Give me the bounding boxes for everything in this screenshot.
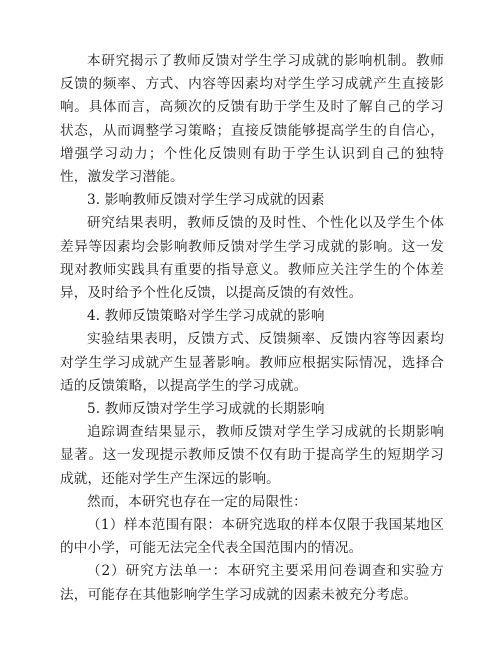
section-heading-5: 5. 教师反馈对学生学习成就的长期影响 bbox=[87, 401, 325, 418]
document-page bbox=[60, 50, 444, 607]
paragraph-mechanism: 本研究揭示了教师反馈对学生学习成就的影响机制。教师反馈的频率、方式、内容等因素均对学生学习成就产生直接影响。具体而言，高频次的反馈有助于学生及时了解自己的学习状态，从而调整学习策略；直接反馈能够提高学生的自信心，增强学习动力；个性化反馈则有助于学生认识到自己的独特性，激发学习潜能。 bbox=[60, 53, 444, 186]
paragraph-long-term: 追踪调查结果显示，教师反馈对学生学习成就的长期影响显著。这一发现提示教师反馈不仅有助于提高学生的短期学习成就，还能对学生产生深远的影响。 bbox=[60, 424, 444, 487]
section-heading-4: 4. 教师反馈策略对学生学习成就的影响 bbox=[87, 308, 325, 325]
limitation-item-1: （1）样本范围有限：本研究选取的样本仅限于我国某地区的中小学，可能无法完全代表全国范围内的情况。 bbox=[60, 517, 444, 557]
paragraph-limitations-intro: 然而，本研究也存在一定的局限性： bbox=[87, 493, 307, 510]
paragraph-factors: 研究结果表明，教师反馈的及时性、个性化以及学生个体差异等因素均会影响教师反馈对学生学习成就的影响。这一发现对教师实践具有重要的指导意义。教师应关注学生的个体差异，及时给予个性化反馈，以提高反馈的有效性。 bbox=[60, 215, 444, 302]
limitation-item-2: （2）研究方法单一：本研究主要采用问卷调查和实验方法，可能存在其他影响学生学习成就的因素未被充分考虑。 bbox=[60, 563, 444, 603]
paragraph-strategy: 实验结果表明，反馈方式、反馈频率、反馈内容等因素均对学生学习成就产生显著影响。教师应根据实际情况，选择合适的反馈策略，以提高学生的学习成就。 bbox=[60, 331, 444, 394]
section-heading-3: 3. 影响教师反馈对学生学习成就的因素 bbox=[87, 192, 325, 209]
